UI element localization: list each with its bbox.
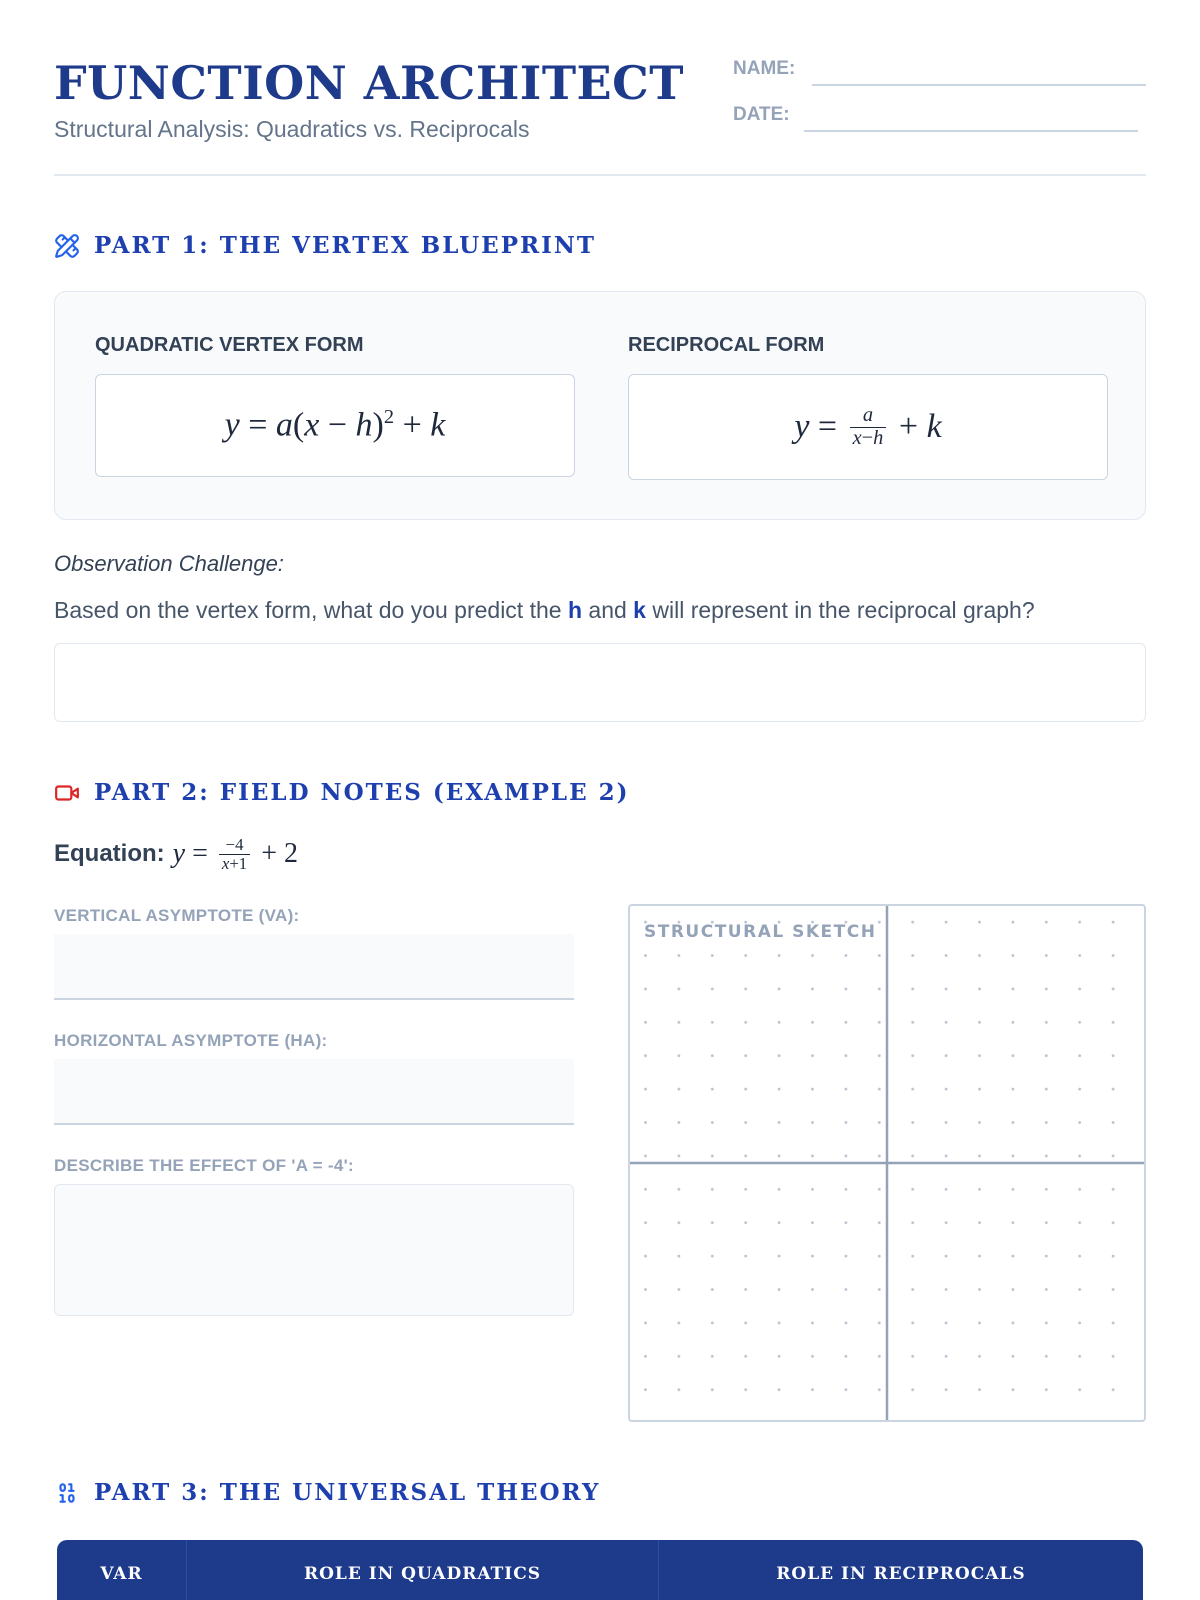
part3-heading bbox=[54, 1479, 600, 1506]
sketch-label: STRUCTURAL SKETCH bbox=[644, 922, 877, 942]
effect-textarea[interactable] bbox=[54, 1184, 574, 1316]
binary-icon bbox=[54, 1480, 80, 1506]
example-equation bbox=[54, 836, 298, 872]
video-camera-icon bbox=[54, 780, 80, 806]
table-header-row bbox=[57, 1540, 1143, 1600]
quadratic-formula-box bbox=[95, 374, 575, 477]
date-label: DATE: bbox=[733, 104, 790, 125]
pencil-ruler-icon bbox=[54, 233, 80, 259]
header-divider bbox=[54, 174, 1146, 176]
part1-heading-text: PART 1: THE VERTEX BLUEPRINT bbox=[94, 232, 597, 259]
page-subtitle: Structural Analysis: Quadratics vs. Reciprocals bbox=[54, 116, 530, 142]
sketch-dot-grid bbox=[628, 904, 1146, 1422]
observation-question: Based on the vertex form, what do you predict the h and k will represent in the reciprocal graph? bbox=[54, 597, 1035, 623]
vertex-blueprint-panel bbox=[54, 291, 1146, 520]
page-title: FUNCTION ARCHITECT bbox=[54, 56, 684, 110]
name-label: NAME: bbox=[733, 58, 796, 79]
equation-formula: y = $\frac{-4}{x+1}$ + 2 bbox=[172, 835, 298, 873]
effect-label: DESCRIBE THE EFFECT OF 'A = -4': bbox=[54, 1156, 354, 1175]
observation-answer-input[interactable] bbox=[54, 643, 1146, 722]
date-field[interactable] bbox=[804, 130, 1138, 132]
part2-heading bbox=[54, 779, 630, 806]
quadratic-formula: $y = a(x - h)^2 + k$ bbox=[224, 406, 446, 444]
reciprocal-formula-box bbox=[628, 374, 1108, 480]
name-field[interactable] bbox=[812, 84, 1146, 86]
observation-title: Observation Challenge: bbox=[54, 551, 284, 576]
col-role-reciprocals: ROLE IN RECIPROCALS bbox=[659, 1540, 1143, 1600]
universal-theory-table bbox=[57, 1540, 1143, 1600]
va-label: VERTICAL ASYMPTOTE (VA): bbox=[54, 906, 300, 925]
part1-heading bbox=[54, 232, 596, 259]
quadratic-form-label: QUADRATIC VERTEX FORM bbox=[95, 334, 364, 356]
reciprocal-form-label: RECIPROCAL FORM bbox=[628, 334, 825, 356]
reciprocal-formula: y = $\frac{a}{x-h}$ + k bbox=[794, 404, 942, 449]
col-role-quadratics: ROLE IN QUADRATICS bbox=[187, 1540, 659, 1600]
part3-heading-text: PART 3: THE UNIVERSAL THEORY bbox=[94, 1479, 601, 1506]
structural-sketch-grid[interactable] bbox=[628, 904, 1146, 1422]
ha-input[interactable] bbox=[54, 1059, 574, 1125]
part2-heading-text: PART 2: FIELD NOTES (EXAMPLE 2) bbox=[94, 779, 630, 806]
col-var: VAR bbox=[57, 1540, 187, 1600]
ha-label: HORIZONTAL ASYMPTOTE (HA): bbox=[54, 1031, 328, 1050]
equation-label: Equation: bbox=[54, 840, 165, 868]
va-input[interactable] bbox=[54, 934, 574, 1000]
